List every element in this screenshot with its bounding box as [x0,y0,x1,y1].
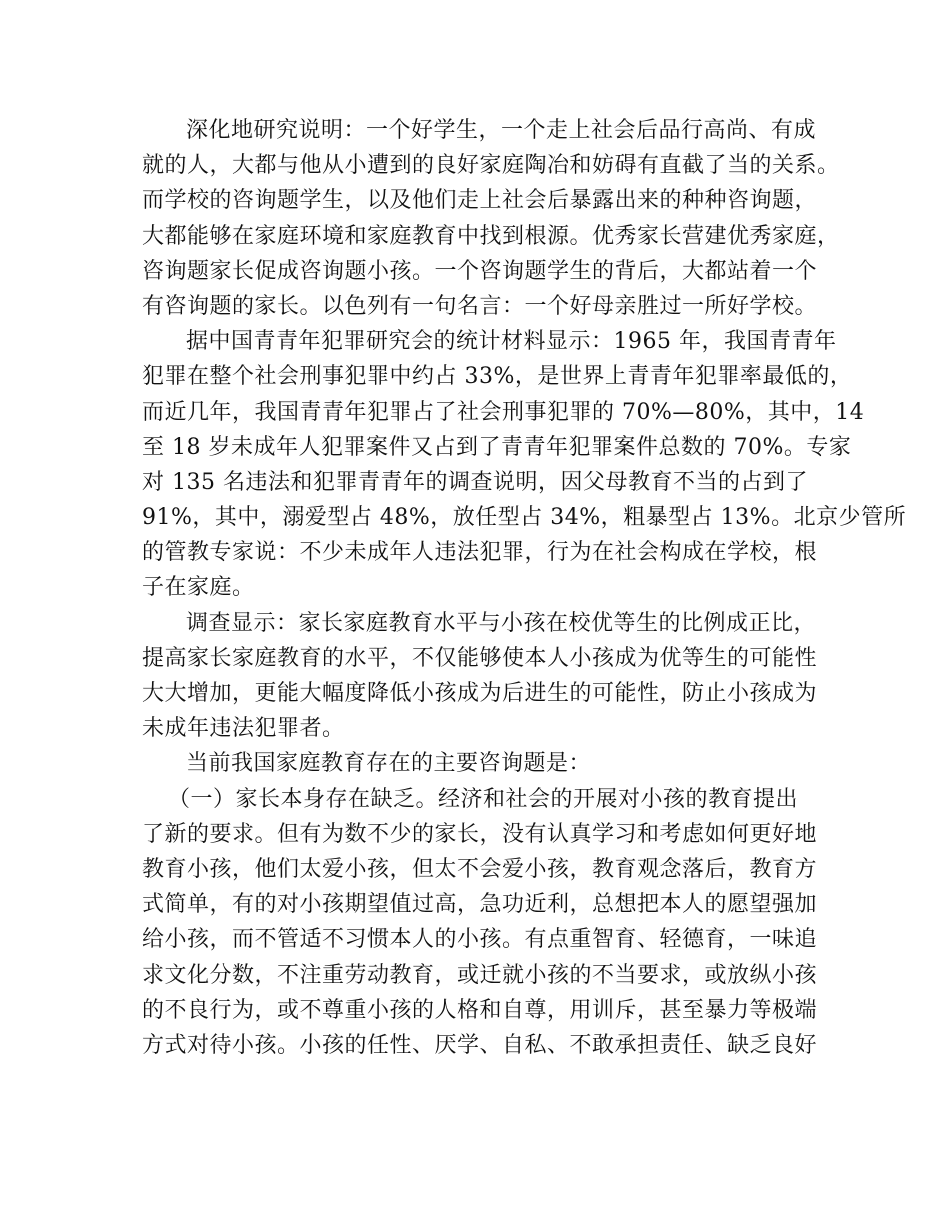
text-line: 大都能够在家庭环境和家庭教育中找到根源。优秀家长营建优秀家庭， [142,223,840,249]
text-line: 未成年违法犯罪者。 [142,716,345,742]
text-line: 对 135 名违法和犯罪青青年的调查说明，因父母教育不当的占到了 [142,469,808,495]
text-line: 给小孩，而不管适不习惯本人的小孩。有点重智育、轻德育，一味追 [142,927,818,953]
document-body [142,113,907,1063]
text-line: 91%，其中，溺爱型占 48%，放任型占 34%，粗暴型占 13%。北京少管所 [142,505,907,531]
text-line: 提高家长家庭教育的水平，不仅能够使本人小孩成为优等生的可能性 [142,645,818,671]
text-line: 而学校的咨询题学生，以及他们走上社会后暴露出来的种种咨询题， [142,188,818,214]
text-line: 据中国青青年犯罪研究会的统计材料显示：1965 年，我国青青年 [186,329,837,355]
text-line: 而近几年，我国青青年犯罪占了社会刑事犯罪的 70%—80%，其中，14 [142,399,865,425]
text-line: 教育小孩，他们太爱小孩，但太不会爱小孩，教育观念落后，教育方 [142,856,818,882]
text-line: 求文化分数，不注重劳动教育，或迁就小孩的不当要求，或放纵小孩 [142,962,818,988]
text-line: 子在家庭。 [142,575,255,601]
text-line: 深化地研究说明：一个好学生，一个走上社会后品行高尚、有成 [186,118,817,143]
text-line: （一）家长本身存在缺乏。经济和社会的开展对小孩的教育提出 [168,786,799,812]
text-line: 调查显示：家长家庭教育水平与小孩在校优等生的比例成正比， [186,610,817,636]
text-line: 咨询题家长促成咨询题小孩。一个咨询题学生的背后，大都站着一个 [142,258,818,284]
text-line: 的管教专家说：不少未成年人违法犯罪，行为在社会构成在学校，根 [142,540,818,566]
text-line: 了新的要求。但有为数不少的家长，没有认真学习和考虑如何更好地 [142,821,818,847]
text-line: 的不良行为，或不尊重小孩的人格和自尊，用训斥，甚至暴力等极端 [142,997,818,1023]
text-line: 犯罪在整个社会刑事犯罪中约占 33%，是世界上青青年犯罪率最低的， [142,364,853,390]
text-line: 有咨询题的家长。以色列有一句名言：一个好母亲胜过一所好学校。 [142,293,818,319]
text-line: 就的人，大都与他从小遭到的良好家庭陶冶和妨碍有直截了当的关系。 [142,153,840,179]
text-line: 方式对待小孩。小孩的任性、厌学、自私、不敢承担责任、缺乏良好 [142,1032,818,1058]
text-line: 当前我国家庭教育存在的主要咨询题是： [186,751,592,777]
text-line: 式简单，有的对小孩期望值过高，急功近利，总想把本人的愿望强加 [142,892,818,918]
text-line: 至 18 岁未成年人犯罪案件又占到了青青年犯罪案件总数的 70%。专家 [142,434,852,460]
text-line: 大大增加，更能大幅度降低小孩成为后进生的可能性，防止小孩成为 [142,681,818,706]
